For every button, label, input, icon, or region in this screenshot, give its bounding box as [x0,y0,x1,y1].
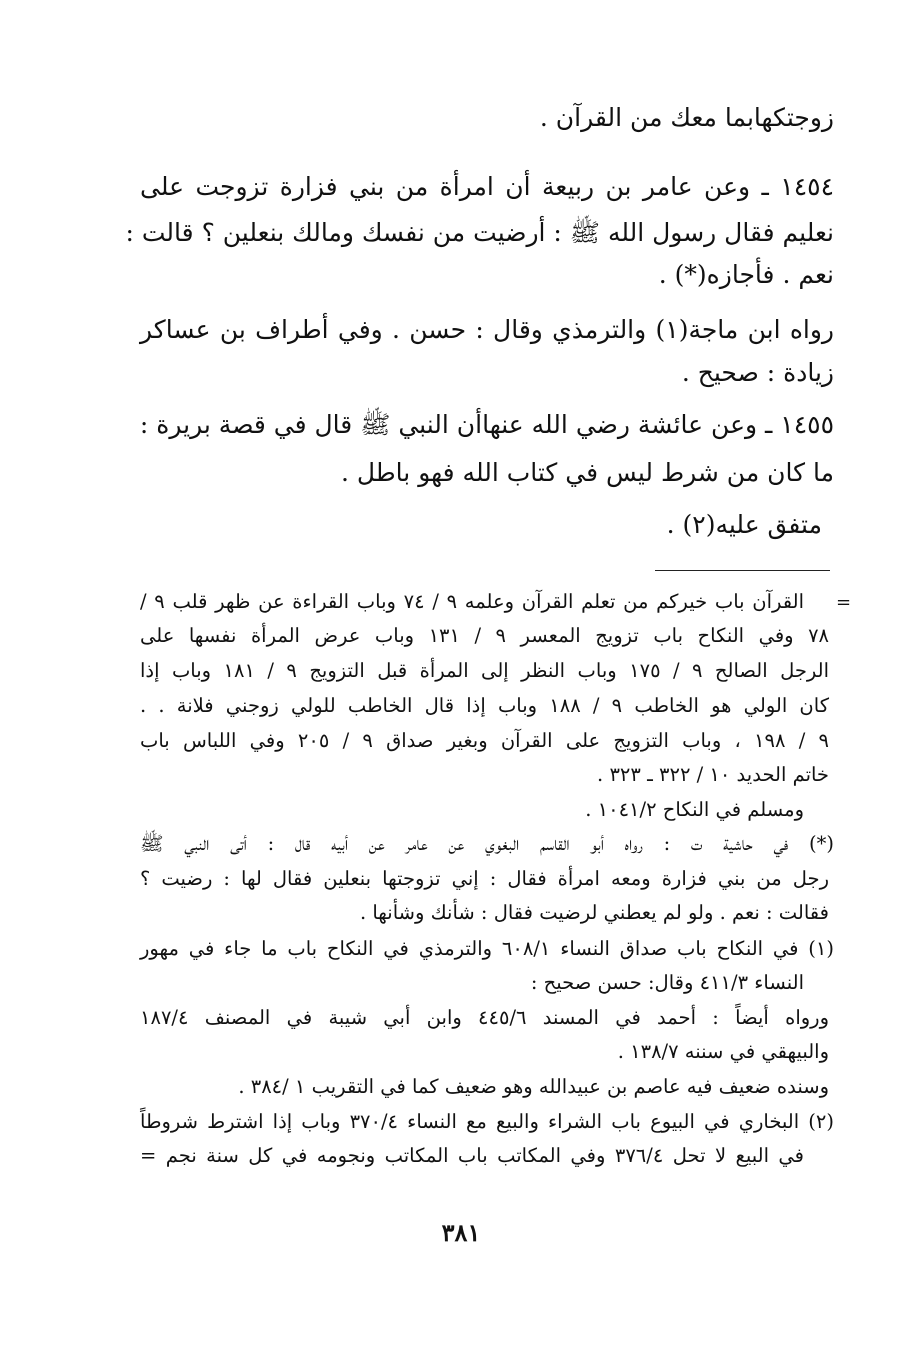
footnote-1-line-4: والبيهقي في سننه ١٣٨/٧ . [617,1040,829,1063]
page-number: ٣٨١ [441,1218,481,1247]
footnote-line-4: كان الولي هو الخاطب ٩ / ١٨٨ وباب إذا قال الخاطب للولي زوجني فلانة . . [140,694,829,717]
footnote-1-line-2: النساء ٤١١/٣ وقال: حسن صحيح : [530,971,804,994]
hadith-1454-line-1: ١٤٥٤ ـ وعن عامر بن ربيعة أن امرأة من بني فزارة تزوجت على [140,172,834,201]
body-line-1: زوجتكهابما معك من القرآن . [539,103,834,132]
footnote-star-line-3: فقالت : نعم . ولو لم يعطني لرضيت فقال : شأنك وشأنها . [359,901,829,924]
hadith-1454-line-2: نعليم فقال رسول الله ﷺ : أرضيت من نفسك ومالك بنعلين ؟ قالت : [125,218,834,247]
footnote-line-5: ٩ / ١٩٨ ، وباب التزويج على القرآن وبغير صداق ٩ / ٢٠٥ وفي اللباس باب [140,729,830,752]
footnote-1-line-3: ورواه أيضاً : أحمد في المسند ٤٤٥/٦ وابن أبي شيبة في المصنف ١٨٧/٤ [140,1006,829,1029]
footnote-star-line-2: رجل من بني فزارة ومعه امرأة فقال : إني تزوجتها بنعلين فقال لها : رضيت ؟ [140,867,829,890]
footnote-2-line-1: (٢) البخاري في البيوع باب الشراء والبيع مع النساء ٣٧٠/٤ وباب إذا اشترط شروطاً [140,1110,834,1133]
hadith-1455-line-1: ١٤٥٥ ـ وعن عائشة رضي الله عنهاأن النبي ﷺ قال في قصة بريرة : [139,410,834,439]
footnote-line-2: ٧٨ وفي النكاح باب تزويج المعسر ٩ / ١٣١ وباب عرض المرأة نفسها على [140,624,830,647]
footnote-2-line-2: في البيع لا تحل ٣٧٦/٤ وفي المكاتب باب المكاتب ونجومه في كل سنة نجم = [140,1144,804,1167]
footnote-1-line-1: (١) في النكاح باب صداق النساء ٦٠٨/١ والترمذي في النكاح باب ما جاء في مهور [140,937,834,960]
hadith-1455-line-2: ما كان من شرط ليس في كتاب الله فهو باطل . [340,458,834,487]
footnote-star-line-1: (*) في حاشية ت : رواه أبو القاسم البغوي عن عامر عن أبيه قال : أتى النبي ﷺ [140,832,834,855]
takhrij-line-1: رواه ابن ماجة(١) والترمذي وقال : حسن . وفي أطراف بن عساكر [140,315,835,344]
footnote-line-3: الرجل الصالح ٩ / ١٧٥ وباب النظر إلى المرأة قبل التزويج ٩ / ١٨١ وباب إذا [140,659,830,682]
footnote-divider [655,570,830,571]
takhrij-line-2: زيادة : صحيح . [681,358,834,387]
hadith-1454-line-3: نعم . فأجازه(*) . [658,260,834,289]
muttafaq-line: متفق عليه(٢) . [666,510,822,539]
continuation-mark: = [836,592,852,613]
footnote-1-line-5: وسنده ضعيف فيه عاصم بن عبيدالله وهو ضعيف كما في التقريب ١ /٣٨٤ . [238,1075,829,1098]
footnote-line-6: خاتم الحديد ١٠ / ٣٢٢ ـ ٣٢٣ . [597,763,829,786]
footnote-line-1: القرآن باب خيركم من تعلم القرآن وعلمه ٩ / ٧٤ وباب القراءة عن ظهر قلب ٩ / [140,590,804,613]
footnote-line-7: ومسلم في النكاح ١٠٤١/٢ . [585,798,804,821]
